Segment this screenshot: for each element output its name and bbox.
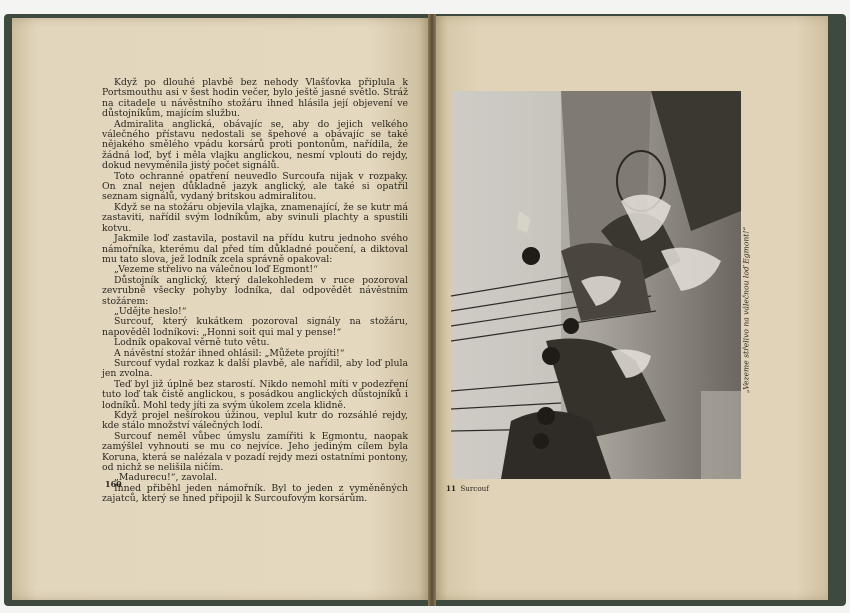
photo-caption-text: „Vezeme střelivo na válečnou loď Egmont!“ — [741, 226, 751, 394]
body-text — [102, 78, 408, 505]
photo-caption — [740, 190, 752, 430]
signature-number: 11 — [446, 484, 457, 493]
paragraph: A návěstní stožár ihned ohlásil: „Můžete projíti!“ — [114, 347, 345, 359]
paragraph: Když projel nešírokou úžinou, veplul kutr do rozsáhlé rejdy, kde stálo množství válečných lodí. — [102, 410, 408, 432]
paragraph: Toto ochranné opatření neuvedlo Surcoufa nijak v rozpaky. On znal nejen důkladně jazyk anglický, ale také si opatřil seznam signálů, vydaný britskou admiralitou. — [102, 170, 408, 203]
paragraph: „Udějte heslo!“ — [114, 305, 187, 317]
page-number: 160 — [105, 479, 122, 489]
paragraph: „Madurecu!“, zavolal. — [114, 472, 218, 484]
paragraph: Surcouf, který kukátkem pozoroval signály na stožáru, napověděl lodníkovi: „Honni soit qui mal y pense!“ — [102, 316, 408, 338]
paragraph: Surcouf neměl vůbec úmyslu zamířiti k Egmontu, naopak zamýšlel vyhnouti se mu co nejvíce. Jeho jediným cílem byla Koruna, která se nalézala v pozadí rejdy mezi ostatními pontony, od nichž se nelišila ničím. — [102, 430, 408, 474]
paragraph: Teď byl již úplně bez starostí. Nikdo nemohl míti v podezření tuto loď tak čistě anglickou, s posádkou anglických důstojníků i lodníků. Mohl tedy jíti za svým úkolem zcela klidně. — [102, 378, 408, 411]
paragraph: Lodník opakoval věrně tuto větu. — [114, 337, 270, 349]
paragraph: Admiralita anglická, obávajíc se, aby do jejich velkého válečného přístavu nedostali se špehové a obávajíc se také nějakého smělého vpádu korsárů proti pontonům, nařídila, že žádná loď, byť i měla vlajku anglickou, nesmí vplouti do rejdy, dokud nevyměnila jistý počet signálů. — [102, 118, 408, 172]
paragraph: Důstojník anglický, který dalekohledem v ruce pozoroval zevrubně všecky pohyby lodníka, dal odpovědět návěstním stožárem: — [102, 274, 408, 307]
paragraph: Ihned přiběhl jeden námořník. Byl to jeden z vyměněných zajatců, který se hned připojil k Surcoufovým korsárům. — [102, 482, 408, 505]
paragraph: Jakmile loď zastavila, postavil na přídu kutru jednoho svého námořníka, kterému dal před tím důkladné poučení, a diktoval mu tato slova, jež lodník zcela správně opakoval: — [102, 233, 408, 265]
signature-mark — [446, 484, 489, 493]
paragraph: Když se na stožáru objevila vlajka, znamenající, že se kutr má zastaviti, nařídil svým lodníkům, aby svinuli plachty a spustili kotvu. — [102, 201, 408, 234]
paragraph: „Vezeme střelivo na válečnou loď Egmont!“ — [114, 264, 318, 276]
book-gutter — [428, 14, 436, 606]
illustration-photo — [451, 91, 741, 479]
paragraph: Když po dlouhé plavbě bez nehody Vlašťovka připlula k Portsmouthu asi v šest hodin večer, bylo ještě jasné světlo. Stráž na citadele u návěstního stožáru ihned hlásila její objevení ve důstojníkům, majícím službu. — [102, 77, 408, 120]
paragraph: Surcouf vydal rozkaz k další plavbě, ale nařídil, aby loď plula jen zvolna. — [102, 357, 408, 380]
signature-label: Surcouf — [460, 484, 489, 493]
photo-image — [451, 91, 741, 479]
